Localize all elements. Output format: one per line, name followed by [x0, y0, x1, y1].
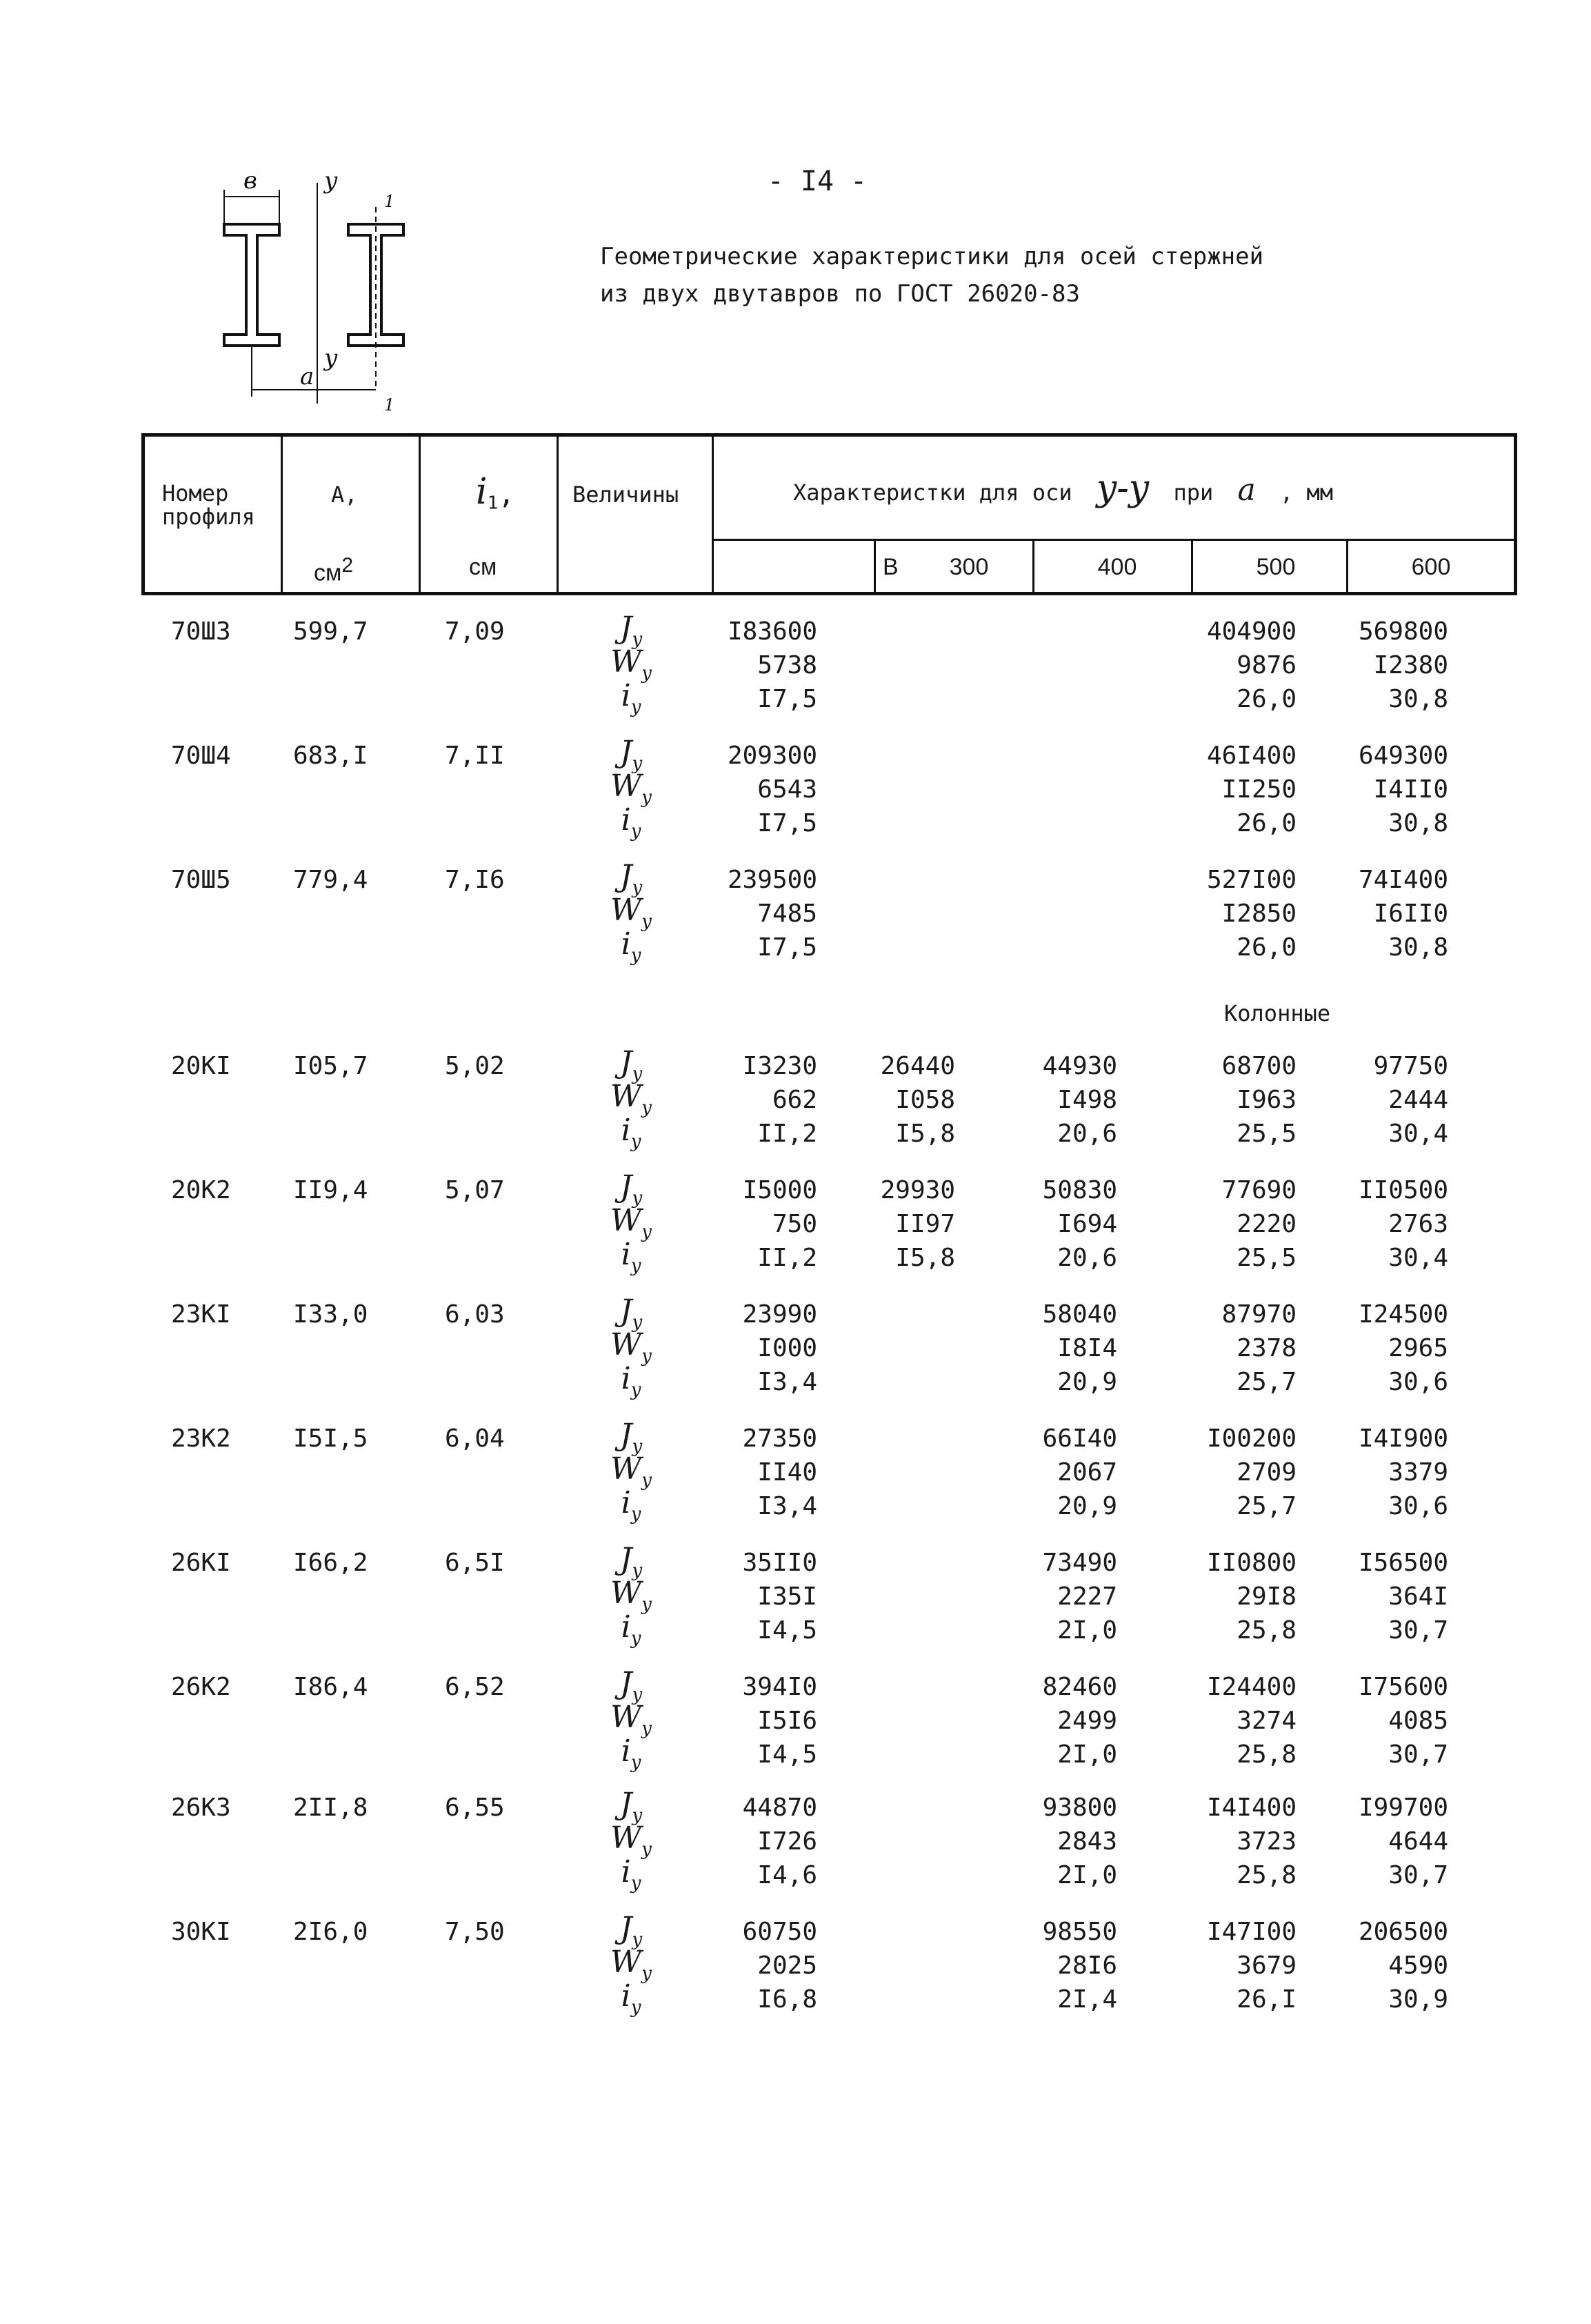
value-cell: I7,5: [757, 933, 817, 962]
value-cell: I2850: [1221, 900, 1297, 928]
value-cell: I47I00: [1206, 1918, 1297, 1946]
value-cell: 30,4: [1388, 1120, 1448, 1148]
value-cell: I4,5: [757, 1616, 817, 1645]
page-number: - I4 -: [767, 166, 868, 197]
quantity-symbol: $i_y$: [621, 1361, 641, 1400]
value-cell: 87970: [1221, 1300, 1297, 1329]
value-cell: 394I0: [742, 1673, 817, 1701]
quantity-symbol: $J_y$: [619, 1045, 643, 1084]
quantity-symbol: $i_y$: [621, 1978, 641, 2018]
value-cell: 364I: [1388, 1582, 1448, 1611]
value-cell: 23990: [742, 1300, 817, 1329]
quantity-symbol: $J_y$: [619, 1418, 643, 1457]
col-header-400: 400: [1097, 554, 1137, 580]
header-divider: [1346, 539, 1348, 592]
value-cell: 2378: [1237, 1334, 1297, 1362]
header-divider: [712, 437, 714, 592]
value-cell: I2380: [1373, 651, 1448, 679]
value-cell: 25,7: [1237, 1368, 1297, 1396]
value-cell: 30,6: [1388, 1368, 1448, 1396]
value-cell: I3,4: [757, 1368, 817, 1396]
profile-cell: 70Ш3: [171, 617, 231, 646]
value-cell: 404900: [1206, 617, 1297, 646]
value-cell: 6543: [757, 775, 817, 804]
value-cell: 30,8: [1388, 933, 1448, 962]
value-cell: 44930: [1042, 1052, 1117, 1080]
value-cell: 20,9: [1057, 1368, 1117, 1396]
value-cell: 74I400: [1358, 866, 1448, 894]
value-cell: 30,7: [1388, 1740, 1448, 1769]
value-cell: 60750: [742, 1918, 817, 1946]
radius-cell: 6,03: [445, 1300, 505, 1329]
value-cell: 239500: [727, 866, 817, 894]
value-cell: II97: [895, 1210, 955, 1238]
area-cell: I66,2: [293, 1549, 368, 1577]
radius-cell: 5,02: [445, 1052, 505, 1080]
value-cell: I963: [1237, 1086, 1297, 1114]
value-cell: I7,5: [757, 809, 817, 837]
value-cell: 5738: [757, 651, 817, 679]
header-divider: [557, 437, 559, 592]
value-cell: 30,9: [1388, 1985, 1448, 2014]
area-cell: I5I,5: [293, 1424, 368, 1453]
value-cell: I00200: [1206, 1424, 1297, 1453]
value-cell: 25,5: [1237, 1244, 1297, 1272]
group-label-columns: Колонные: [1224, 1000, 1331, 1026]
value-cell: 30,8: [1388, 809, 1448, 837]
value-cell: 4085: [1388, 1707, 1448, 1735]
value-cell: I4I400: [1206, 1794, 1297, 1822]
quantity-symbol: $W_y$: [610, 1945, 652, 1984]
radius-cell: 6,52: [445, 1673, 505, 1701]
value-cell: 2I,4: [1057, 1985, 1117, 2014]
value-cell: I058: [895, 1086, 955, 1114]
quantity-symbol: $W_y$: [610, 1820, 652, 1860]
value-cell: 7485: [757, 900, 817, 928]
area-cell: I05,7: [293, 1052, 368, 1080]
quantity-symbol: $J_y$: [619, 1911, 643, 1950]
value-cell: 2220: [1237, 1210, 1297, 1238]
value-cell: I5,8: [895, 1244, 955, 1272]
value-cell: 569800: [1358, 617, 1448, 646]
value-cell: I5000: [742, 1176, 817, 1204]
value-cell: 9876: [1237, 651, 1297, 679]
value-cell: 26,0: [1237, 809, 1297, 837]
diagram-y-top-label: y: [324, 169, 338, 195]
value-cell: 26,I: [1237, 1985, 1297, 2014]
header-profile: Номер профиля: [162, 480, 255, 530]
quantity-symbol: $W_y$: [610, 1576, 652, 1615]
radius-cell: 5,07: [445, 1176, 505, 1204]
profile-cell: 20KI: [171, 1052, 231, 1080]
header-divider: [874, 539, 876, 592]
value-cell: I24500: [1358, 1300, 1448, 1329]
value-cell: 3723: [1237, 1827, 1297, 1856]
value-cell: 25,8: [1237, 1740, 1297, 1769]
value-cell: 27350: [742, 1424, 817, 1453]
diagram-1-bottom-label: 1: [384, 395, 395, 415]
value-cell: 66I40: [1042, 1424, 1117, 1453]
value-cell: 29930: [880, 1176, 955, 1204]
header-quantity: Величины: [572, 481, 679, 508]
diagram-b-label: в: [243, 169, 257, 195]
radius-cell: 6,5I: [445, 1549, 505, 1577]
value-cell: 30,6: [1388, 1492, 1448, 1520]
value-cell: 3379: [1388, 1458, 1448, 1487]
value-cell: 2843: [1057, 1827, 1117, 1856]
value-cell: I83600: [727, 617, 817, 646]
value-cell: 662: [772, 1086, 817, 1114]
quantity-symbol: $J_y$: [619, 1542, 643, 1581]
area-cell: I86,4: [293, 1673, 368, 1701]
value-cell: 50830: [1042, 1176, 1117, 1204]
quantity-symbol: $W_y$: [610, 1451, 652, 1491]
header-divider: [419, 437, 421, 592]
quantity-symbol: $i_y$: [621, 1485, 641, 1524]
area-cell: II9,4: [293, 1176, 368, 1204]
value-cell: 4644: [1388, 1827, 1448, 1856]
value-cell: 30,7: [1388, 1861, 1448, 1889]
value-cell: I75600: [1358, 1673, 1448, 1701]
value-cell: 28I6: [1057, 1951, 1117, 1980]
profile-cell: 30KI: [171, 1918, 231, 1946]
value-cell: 206500: [1358, 1918, 1448, 1946]
value-cell: 2067: [1057, 1458, 1117, 1487]
value-cell: I3230: [742, 1052, 817, 1080]
value-cell: 25,7: [1237, 1492, 1297, 1520]
quantity-symbol: $J_y$: [619, 1169, 643, 1209]
quantity-symbol: $i_y$: [621, 1854, 641, 1894]
quantity-symbol: $W_y$: [610, 893, 652, 932]
value-cell: 46I400: [1206, 742, 1297, 770]
value-cell: 2I,0: [1057, 1740, 1117, 1769]
value-cell: 2499: [1057, 1707, 1117, 1735]
radius-cell: 7,I6: [445, 866, 505, 894]
value-cell: 26,0: [1237, 933, 1297, 962]
value-cell: 26440: [880, 1052, 955, 1080]
value-cell: I726: [757, 1827, 817, 1856]
quantity-symbol: $W_y$: [610, 1079, 652, 1118]
col-header-600: 600: [1411, 554, 1451, 580]
value-cell: 2763: [1388, 1210, 1448, 1238]
value-cell: I5,8: [895, 1120, 955, 1148]
value-cell: I4,6: [757, 1861, 817, 1889]
title-line-2: из двух двутавров по ГОСТ 26020-83: [600, 280, 1080, 308]
radius-cell: 6,55: [445, 1794, 505, 1822]
value-cell: 98550: [1042, 1918, 1117, 1946]
header-characteristics: Характеристки для оси y-y при a , мм: [793, 468, 1334, 509]
profile-cell: 20K2: [171, 1176, 231, 1204]
profile-cell: 26K2: [171, 1673, 231, 1701]
value-cell: I7,5: [757, 685, 817, 713]
value-cell: 68700: [1221, 1052, 1297, 1080]
area-cell: I33,0: [293, 1300, 368, 1329]
header-area: A,: [331, 481, 358, 508]
value-cell: 20,6: [1057, 1120, 1117, 1148]
value-cell: 25,8: [1237, 1616, 1297, 1645]
header-divider: [281, 437, 283, 592]
quantity-symbol: $i_y$: [621, 1113, 641, 1152]
value-cell: 20,6: [1057, 1244, 1117, 1272]
value-cell: 3679: [1237, 1951, 1297, 1980]
table-header: [141, 433, 1517, 595]
quantity-symbol: $i_y$: [621, 1734, 641, 1773]
header-divider: [1032, 539, 1034, 592]
value-cell: I4,5: [757, 1740, 817, 1769]
value-cell: 2444: [1388, 1086, 1448, 1114]
area-cell: 599,7: [293, 617, 368, 646]
col-header-b: B: [883, 554, 899, 580]
value-cell: 30,4: [1388, 1244, 1448, 1272]
value-cell: 2I,0: [1057, 1616, 1117, 1645]
header-divider: [1191, 539, 1193, 592]
col-header-500: 500: [1256, 554, 1296, 580]
quantity-symbol: $W_y$: [610, 1203, 652, 1242]
quantity-symbol: $W_y$: [610, 644, 652, 684]
value-cell: I6,8: [757, 1985, 817, 2014]
header-divider: [712, 539, 1514, 541]
diagram-1-top-label: 1: [384, 192, 395, 211]
value-cell: I99700: [1358, 1794, 1448, 1822]
value-cell: I498: [1057, 1086, 1117, 1114]
quantity-symbol: $W_y$: [610, 768, 652, 808]
radius-cell: 7,09: [445, 617, 505, 646]
diagram-y-bottom-label: y: [324, 344, 338, 372]
value-cell: 20,9: [1057, 1492, 1117, 1520]
value-cell: 3274: [1237, 1707, 1297, 1735]
value-cell: 649300: [1358, 742, 1448, 770]
value-cell: 25,8: [1237, 1861, 1297, 1889]
value-cell: 82460: [1042, 1673, 1117, 1701]
value-cell: II250: [1221, 775, 1297, 804]
value-cell: 527I00: [1206, 866, 1297, 894]
header-radius-unit: см: [469, 554, 497, 580]
title-line-1: Геометрические характеристики для осей стержней: [600, 243, 1264, 270]
value-cell: I8I4: [1057, 1334, 1117, 1362]
area-cell: 779,4: [293, 866, 368, 894]
value-cell: I24400: [1206, 1673, 1297, 1701]
quantity-symbol: $i_y$: [621, 678, 641, 717]
value-cell: 97750: [1373, 1052, 1448, 1080]
value-cell: 30,7: [1388, 1616, 1448, 1645]
page-title: [600, 238, 1263, 312]
quantity-symbol: $J_y$: [619, 735, 643, 774]
profile-cell: 70Ш5: [171, 866, 231, 894]
value-cell: 2709: [1237, 1458, 1297, 1487]
profile-cell: 26KI: [171, 1549, 231, 1577]
value-cell: I3,4: [757, 1492, 817, 1520]
value-cell: 2I,0: [1057, 1861, 1117, 1889]
value-cell: 4590: [1388, 1951, 1448, 1980]
profile-cell: 70Ш4: [171, 742, 231, 770]
value-cell: I4II0: [1373, 775, 1448, 804]
area-cell: 2I6,0: [293, 1918, 368, 1946]
quantity-symbol: $J_y$: [619, 859, 643, 898]
double-i-beam-diagram: [197, 169, 431, 417]
value-cell: II40: [757, 1458, 817, 1487]
value-cell: I000: [757, 1334, 817, 1362]
area-cell: 683,I: [293, 742, 368, 770]
value-cell: 2965: [1388, 1334, 1448, 1362]
radius-cell: 7,II: [445, 742, 505, 770]
value-cell: I56500: [1358, 1549, 1448, 1577]
profile-cell: 26K3: [171, 1794, 231, 1822]
value-cell: 44870: [742, 1794, 817, 1822]
quantity-symbol: $J_y$: [619, 1293, 643, 1333]
quantity-symbol: $i_y$: [621, 1609, 641, 1649]
value-cell: 2025: [757, 1951, 817, 1980]
value-cell: I694: [1057, 1210, 1117, 1238]
value-cell: II,2: [757, 1244, 817, 1272]
quantity-symbol: $W_y$: [610, 1700, 652, 1739]
value-cell: 26,0: [1237, 685, 1297, 713]
quantity-symbol: $W_y$: [610, 1327, 652, 1367]
value-cell: 93800: [1042, 1794, 1117, 1822]
radius-cell: 7,50: [445, 1918, 505, 1946]
value-cell: II0500: [1358, 1176, 1448, 1204]
value-cell: I4I900: [1358, 1424, 1448, 1453]
area-cell: 2II,8: [293, 1794, 368, 1822]
profile-cell: 23K2: [171, 1424, 231, 1453]
diagram-a-label: a: [300, 363, 314, 390]
header-radius: $i_1$,: [476, 471, 515, 514]
quantity-symbol: $J_y$: [619, 610, 643, 650]
value-cell: 29I8: [1237, 1582, 1297, 1611]
value-cell: 73490: [1042, 1549, 1117, 1577]
left-i-beam-shape: [224, 224, 279, 346]
value-cell: 2227: [1057, 1582, 1117, 1611]
value-cell: I5I6: [757, 1707, 817, 1735]
value-cell: II,2: [757, 1120, 817, 1148]
profile-cell: 23KI: [171, 1300, 231, 1329]
value-cell: II0800: [1206, 1549, 1297, 1577]
quantity-symbol: $i_y$: [621, 926, 641, 966]
value-cell: 209300: [727, 742, 817, 770]
value-cell: 77690: [1221, 1176, 1297, 1204]
quantity-symbol: $J_y$: [619, 1787, 643, 1826]
header-area-unit: $см^2$: [314, 554, 354, 586]
value-cell: I6II0: [1373, 900, 1448, 928]
value-cell: 58040: [1042, 1300, 1117, 1329]
col-header-300: 300: [949, 554, 989, 580]
value-cell: 30,8: [1388, 685, 1448, 713]
value-cell: I35I: [757, 1582, 817, 1611]
quantity-symbol: $i_y$: [621, 1237, 641, 1276]
value-cell: 750: [772, 1210, 817, 1238]
quantity-symbol: $J_y$: [619, 1666, 643, 1705]
value-cell: 35II0: [742, 1549, 817, 1577]
value-cell: 25,5: [1237, 1120, 1297, 1148]
quantity-symbol: $i_y$: [621, 802, 641, 842]
radius-cell: 6,04: [445, 1424, 505, 1453]
